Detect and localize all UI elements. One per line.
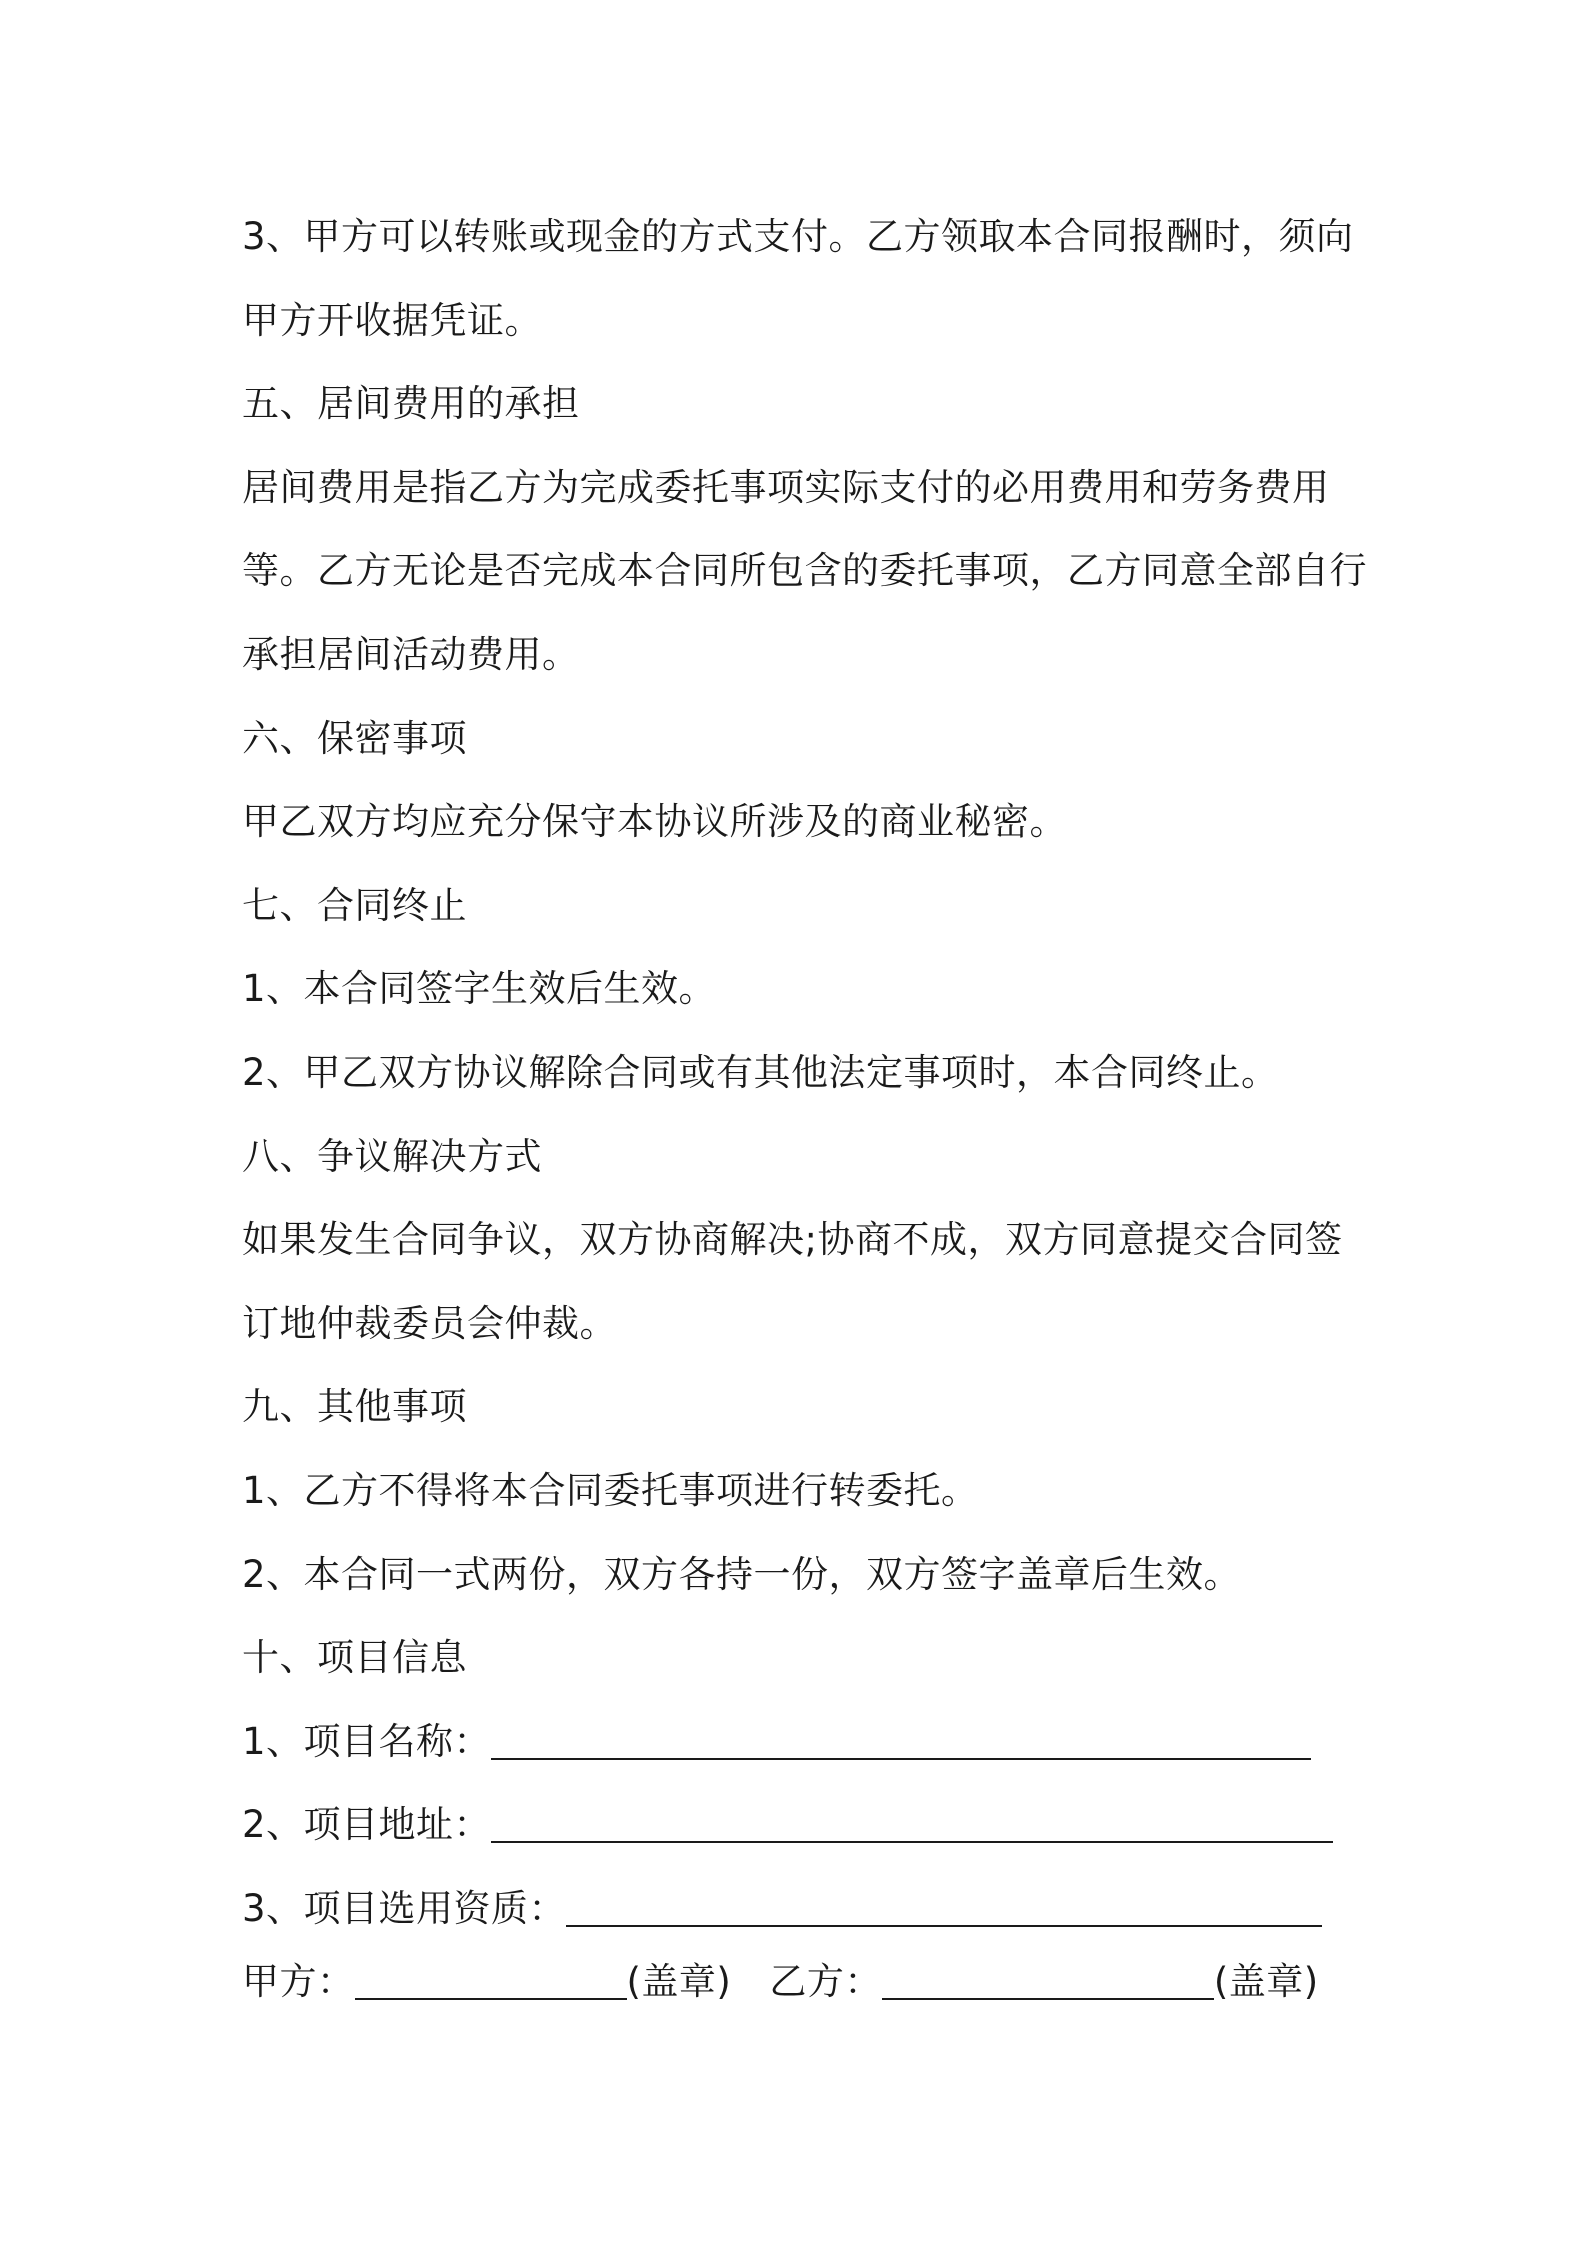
- party-b-seal: (盖章): [1213, 1960, 1319, 2004]
- clause-payment-method-cont: 甲方开收据凭证。: [242, 298, 542, 342]
- section-heading-termination: 七、合同终止: [242, 883, 467, 927]
- project-address-row: [242, 1783, 1362, 1867]
- clause-dispute-cont: 订地仲裁委员会仲裁。: [242, 1301, 617, 1345]
- section-heading-fees: 五、居间费用的承担: [242, 382, 580, 426]
- clause-payment-method: 3、甲方可以转账或现金的方式支付。乙方领取本合同报酬时，须向: [242, 215, 1354, 258]
- party-a-seal: (盖章): [626, 1960, 732, 2004]
- project-name-label: 1、项目名称：: [242, 1719, 492, 1763]
- project-name-row: [242, 1700, 1362, 1784]
- document-body: [242, 195, 1367, 2024]
- party-a-label: 甲方：: [242, 1960, 355, 2004]
- clause-other-2: 2、本合同一式两份，双方各持一份，双方签字盖章后生效。: [242, 1552, 1242, 1596]
- party-b-signature-blank[interactable]: [882, 1958, 1214, 2000]
- clause-confidentiality: 甲乙双方均应充分保守本协议所涉及的商业秘密。: [242, 800, 1067, 844]
- section-heading-dispute: 八、争议解决方式: [242, 1134, 542, 1178]
- project-address-blank[interactable]: [491, 1801, 1333, 1843]
- project-qualification-row: [242, 1867, 1362, 1951]
- clause-termination-1: 1、本合同签字生效后生效。: [242, 967, 717, 1011]
- project-qualification-label: 3、项目选用资质：: [242, 1886, 567, 1930]
- clause-dispute: 如果发生合同争议，双方协商解决;协商不成，双方同意提交合同签: [242, 1218, 1343, 1262]
- clause-other-1: 1、乙方不得将本合同委托事项进行转委托。: [242, 1468, 979, 1512]
- section-heading-project-info: 十、项目信息: [242, 1636, 467, 1680]
- party-a-signature-blank[interactable]: [355, 1958, 627, 2000]
- project-address-label: 2、项目地址：: [242, 1803, 492, 1847]
- project-qualification-blank[interactable]: [566, 1885, 1322, 1927]
- clause-fees-cont2: 承担居间活动费用。: [242, 632, 580, 676]
- section-heading-other: 九、其他事项: [242, 1385, 467, 1429]
- clause-fees-cont: 等。乙方无论是否完成本合同所包含的委托事项，乙方同意全部自行: [242, 549, 1367, 593]
- clause-termination-2: 2、甲乙双方协议解除合同或有其他法定事项时，本合同终止。: [242, 1050, 1279, 1094]
- party-b-label: 乙方：: [769, 1960, 882, 2004]
- clause-fees: 居间费用是指乙方为完成委托事项实际支付的必用费用和劳务费用: [242, 465, 1330, 509]
- signature-row: [242, 1940, 1362, 2024]
- project-name-blank[interactable]: [491, 1718, 1311, 1760]
- section-heading-confidentiality: 六、保密事项: [242, 716, 467, 760]
